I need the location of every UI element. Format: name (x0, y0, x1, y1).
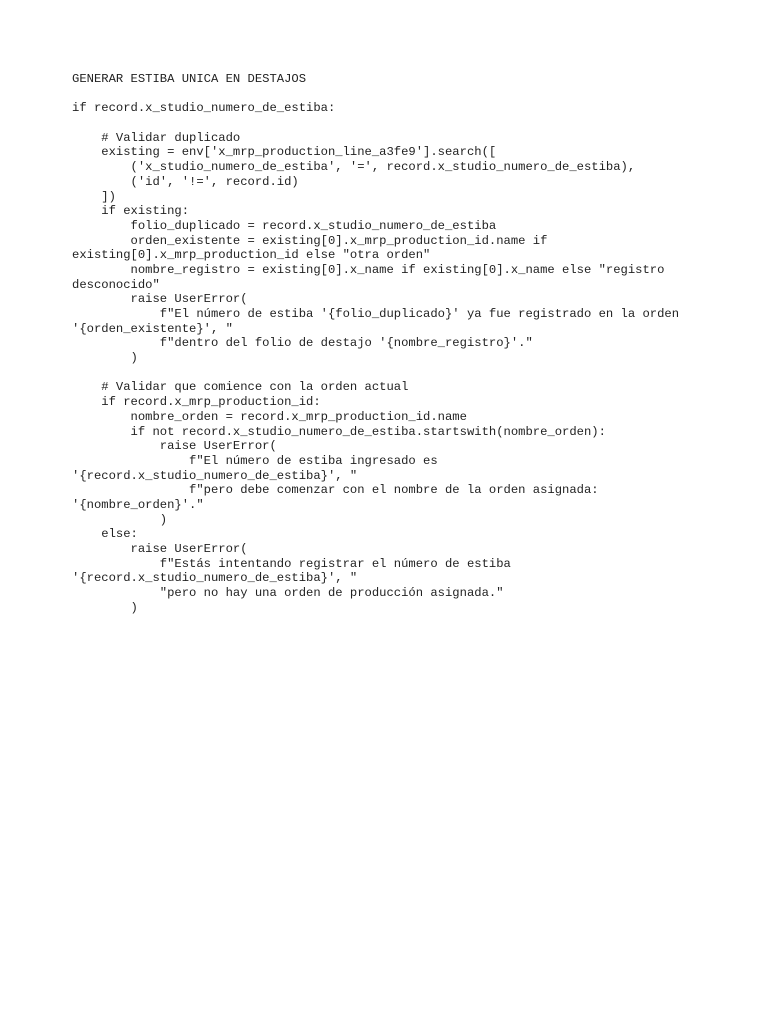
code-line (72, 366, 712, 381)
code-line: if not record.x_studio_numero_de_estiba.startswith(nombre_orden): (72, 424, 606, 439)
code-line: '{nombre_orden}'." (72, 497, 204, 512)
code-line: if record.x_studio_numero_de_estiba: (72, 101, 336, 116)
code-line: if record.x_mrp_production_id: (72, 395, 321, 410)
code-line: raise UserError( (72, 542, 248, 556)
code-line: f"pero debe comenzar con el nombre de la orden asignada: (72, 483, 599, 498)
code-line: ]) (72, 189, 116, 204)
code-comment: # Validar que comience con la orden actual (72, 380, 409, 395)
code-line: else: (72, 527, 138, 542)
code-line: ) (72, 512, 168, 527)
code-line (72, 116, 712, 131)
code-line: ('x_studio_numero_de_estiba', '=', record.x_studio_numero_de_estiba), (72, 160, 636, 175)
doc-title: GENERAR ESTIBA UNICA EN DESTAJOS (72, 72, 307, 86)
code-line: "pero no hay una orden de producción asignada." (72, 586, 504, 601)
code-line: f"Estás intentando registrar el número de estiba (72, 556, 511, 571)
code-block (72, 72, 712, 615)
code-line: ) (72, 351, 138, 366)
code-comment: # Validar duplicado (72, 130, 241, 145)
code-line: nombre_orden = record.x_mrp_production_id.name (72, 409, 467, 424)
code-line: raise UserError( (72, 292, 248, 307)
code-line: ('id', '!=', record.id) (72, 174, 299, 189)
code-line: f"dentro del folio de destajo '{nombre_registro}'." (72, 336, 533, 351)
code-line: folio_duplicado = record.x_studio_numero_de_estiba (72, 218, 497, 233)
code-line: ) (72, 600, 138, 615)
code-line: nombre_registro = existing[0].x_name if existing[0].x_name else "registro (72, 262, 665, 277)
code-line: existing[0].x_mrp_production_id else "otra orden" (72, 248, 431, 263)
code-line: orden_existente = existing[0].x_mrp_production_id.name if (72, 233, 548, 248)
code-line: f"El número de estiba ingresado es (72, 453, 438, 468)
code-line: '{record.x_studio_numero_de_estiba}', " (72, 571, 358, 586)
code-line (72, 87, 712, 102)
code-line: if existing: (72, 204, 190, 219)
code-line: desconocido" (72, 277, 160, 292)
code-line: f"El número de estiba '{folio_duplicado}' ya fue registrado en la orden (72, 307, 680, 321)
code-line: existing = env['x_mrp_production_line_a3fe9'].search([ (72, 145, 497, 160)
code-line: '{orden_existente}', " (72, 321, 233, 336)
code-line: raise UserError( (72, 439, 277, 454)
code-line: '{record.x_studio_numero_de_estiba}', " (72, 468, 358, 483)
